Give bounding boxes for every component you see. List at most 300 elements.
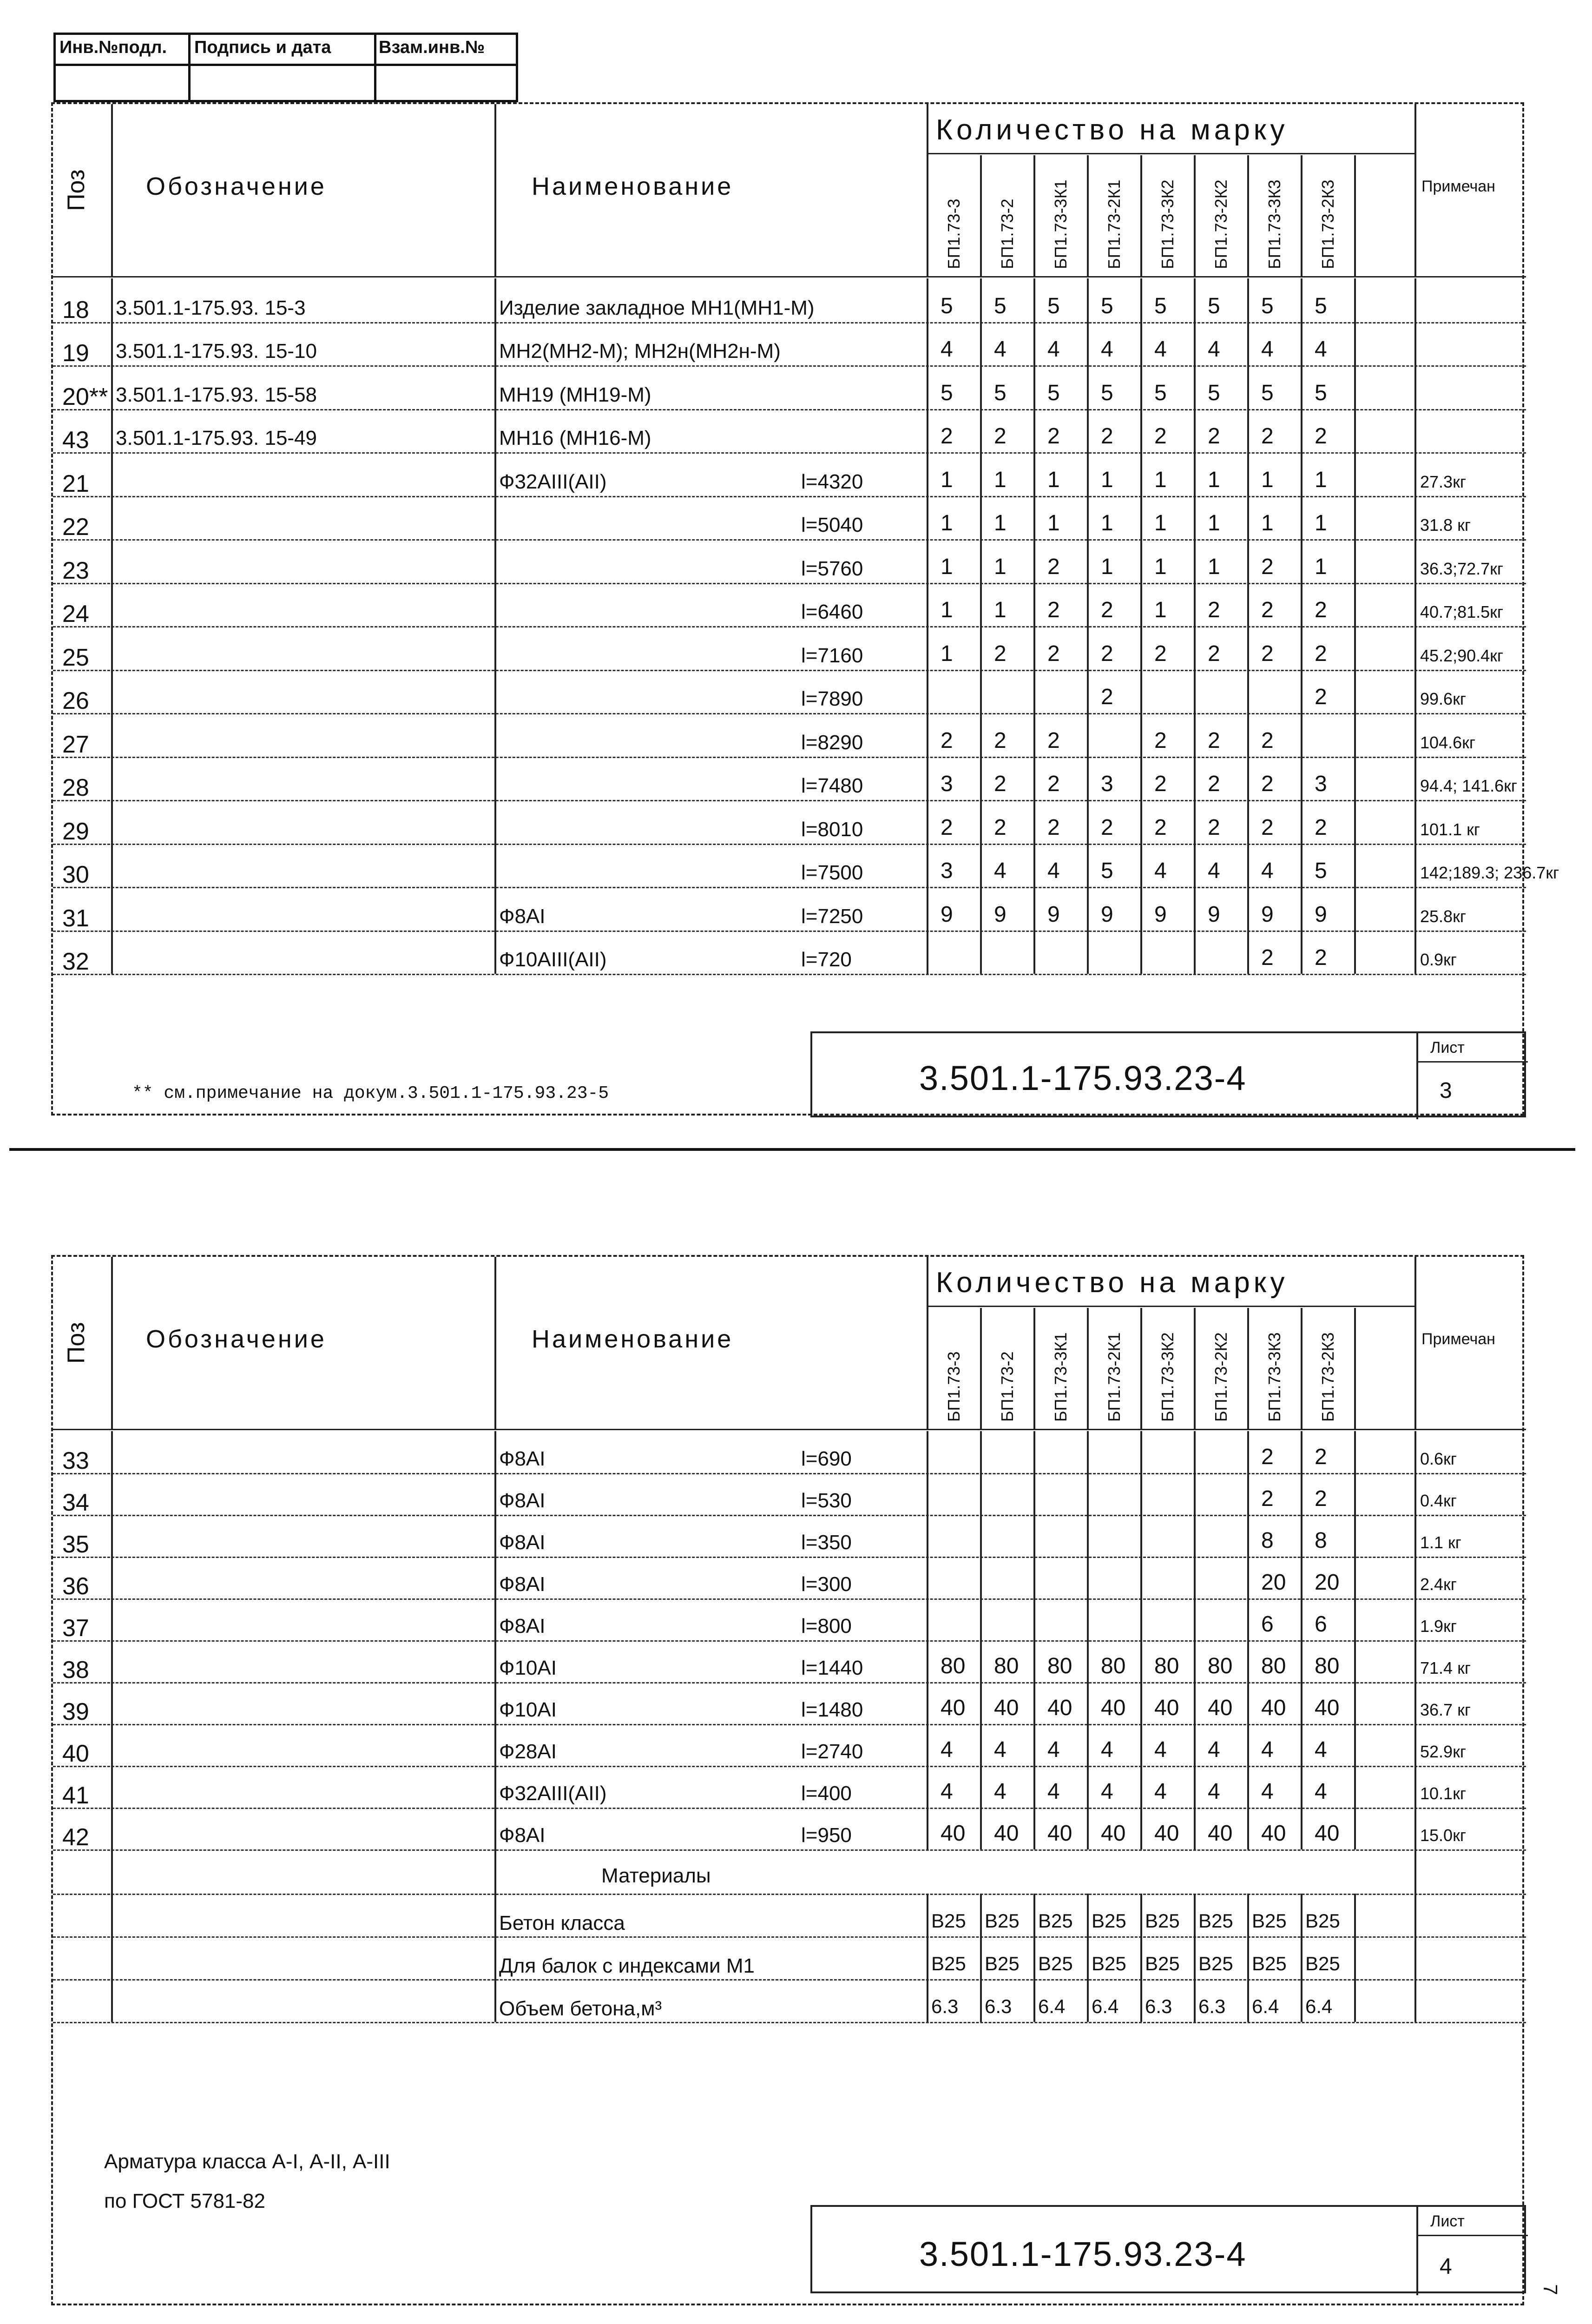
row-qty: 2 [1208, 641, 1220, 666]
row-qty: 2 [1101, 641, 1113, 666]
row-qty: 2 [1315, 1486, 1327, 1511]
row-qty: 2 [1261, 641, 1274, 666]
row-note: 0.9кг [1420, 950, 1457, 969]
row-qty: 3 [1315, 772, 1327, 796]
row-qty: 2 [1315, 598, 1327, 622]
armature-note-line1: Арматура класса А-I, А-II, А-III [104, 2150, 390, 2173]
row-poz: 36 [62, 1573, 89, 1600]
row-qty: 80 [1208, 1654, 1233, 1678]
header-mark-7: БП1.73-2К3 [1318, 179, 1337, 269]
row-qty: 4 [994, 337, 1007, 362]
row-name: Ф10АIII(АII) [499, 948, 607, 971]
row-qty: 80 [1047, 1654, 1072, 1678]
row-note: 101.1 кг [1420, 819, 1480, 839]
row-poz: 19 [62, 340, 89, 367]
row-qty: 4 [1047, 1779, 1060, 1804]
row-qty: 2 [1047, 598, 1060, 622]
row-qty: 2 [1154, 424, 1167, 449]
row-qty: 9 [941, 902, 953, 927]
header-name: Наименование [532, 172, 734, 200]
sheet-3 [51, 102, 1559, 1116]
row-qty: 2 [1208, 815, 1220, 840]
row-qty: 40 [1101, 1821, 1126, 1846]
row-designation: 3.501.1-175.93. 15-58 [116, 383, 317, 406]
row-qty: 4 [1261, 1779, 1274, 1804]
row-qty: 8 [1315, 1528, 1327, 1553]
row-qty: 1 [941, 554, 953, 579]
material-qty: B25 [1145, 1910, 1180, 1932]
row-qty: 2 [1047, 728, 1060, 753]
row-qty: 5 [1047, 380, 1060, 405]
row-length: l=530 [801, 1489, 852, 1512]
row-qty: 2 [994, 772, 1007, 796]
title-block [810, 1031, 1526, 1117]
sheet-number: 4 [1440, 2254, 1452, 2279]
row-designation: 3.501.1-175.93. 15-10 [116, 340, 317, 363]
material-qty: B25 [1038, 1953, 1073, 1974]
row-length: l=7500 [801, 861, 863, 884]
sheet-label: Лист [1430, 1039, 1465, 1056]
row-qty: 6 [1261, 1612, 1274, 1637]
footnote: ** см.примечание на докум.3.501.1-175.93.23-5 [132, 1083, 609, 1103]
row-qty: 40 [1154, 1696, 1179, 1720]
row-qty: 4 [941, 1737, 953, 1762]
row-qty: 2 [1315, 945, 1327, 970]
row-name: Ф10АI [499, 1698, 557, 1721]
row-name: МН16 (МН16-М) [499, 427, 651, 449]
material-qty: 6.3 [931, 1995, 959, 2017]
row-note: 0.4кг [1420, 1491, 1457, 1510]
row-qty: 2 [941, 815, 953, 840]
row-qty: 2 [1208, 424, 1220, 449]
material-qty: B25 [985, 1953, 1020, 1974]
header-note: Примечан [1421, 178, 1495, 195]
row-poz: 33 [62, 1447, 89, 1474]
row-qty: 4 [1208, 858, 1220, 883]
row-qty: 40 [1101, 1696, 1126, 1720]
row-qty: 40 [1315, 1696, 1340, 1720]
row-qty: 4 [941, 337, 953, 362]
row-qty: 2 [1047, 641, 1060, 666]
row-qty: 4 [1101, 337, 1113, 362]
row-qty: 4 [994, 1779, 1007, 1804]
row-note: 25.8кг [1420, 906, 1466, 926]
row-poz: 25 [62, 644, 89, 671]
row-qty: 1 [994, 598, 1007, 622]
row-qty: 40 [1047, 1696, 1072, 1720]
header-mark-4: БП1.73-3К2 [1158, 179, 1177, 269]
row-qty: 40 [1047, 1821, 1072, 1846]
row-qty: 80 [1101, 1654, 1126, 1678]
row-qty: 40 [941, 1821, 966, 1846]
row-qty: 2 [1047, 815, 1060, 840]
header-mark-0: БП1.73-3 [944, 1351, 963, 1422]
row-qty: 2 [1047, 772, 1060, 796]
row-poz: 26 [62, 687, 89, 714]
row-qty: 4 [1261, 858, 1274, 883]
row-qty: 5 [941, 380, 953, 405]
row-qty: 2 [1154, 815, 1167, 840]
stamp-inv-podl: Инв.№подл. [59, 38, 167, 57]
row-qty: 40 [994, 1696, 1019, 1720]
material-qty: 6.4 [1305, 1995, 1333, 2017]
material-qty: 6.3 [1145, 1995, 1172, 2017]
row-length: l=5760 [801, 557, 863, 580]
row-qty: 9 [1101, 902, 1113, 927]
row-qty: 5 [1315, 380, 1327, 405]
row-qty: 1 [941, 467, 953, 492]
row-qty: 9 [1208, 902, 1220, 927]
row-qty: 4 [1101, 1737, 1113, 1762]
header-mark-6: БП1.73-3К3 [1265, 179, 1284, 269]
row-note: 0.6кг [1420, 1449, 1457, 1468]
material-qty: B25 [1092, 1953, 1126, 1974]
document-number: 3.501.1-175.93.23-4 [919, 1059, 1247, 1097]
row-poz: 40 [62, 1740, 89, 1767]
header-mark-4: БП1.73-3К2 [1158, 1332, 1177, 1422]
header-mark-5: БП1.73-2К2 [1211, 1332, 1230, 1422]
row-qty: 40 [941, 1696, 966, 1720]
row-qty: 5 [1315, 293, 1327, 318]
row-qty: 2 [994, 641, 1007, 666]
row-qty: 1 [1315, 554, 1327, 579]
row-qty: 1 [1261, 511, 1274, 535]
material-qty: 6.4 [1252, 1995, 1279, 2017]
row-poz: 24 [62, 601, 89, 627]
row-note: 99.6кг [1420, 689, 1466, 708]
row-poz: 41 [62, 1782, 89, 1809]
row-qty: 1 [1208, 511, 1220, 535]
row-poz: 32 [62, 948, 89, 975]
material-qty: B25 [1038, 1910, 1073, 1932]
row-name: Ф10АI [499, 1657, 557, 1679]
header-poz: Поз [63, 169, 90, 211]
row-qty: 2 [1315, 685, 1327, 709]
row-name: Ф32АIII(АII) [499, 1782, 607, 1805]
row-qty: 80 [1154, 1654, 1179, 1678]
row-qty: 1 [1154, 554, 1167, 579]
header-mark-5: БП1.73-2К2 [1211, 179, 1230, 269]
sheet-separator [9, 1148, 1575, 1151]
row-length: l=400 [801, 1782, 852, 1805]
row-qty: 4 [994, 858, 1007, 883]
row-poz: 39 [62, 1698, 89, 1725]
row-qty: 1 [1208, 467, 1220, 492]
material-qty: B25 [1252, 1953, 1287, 1974]
row-qty: 4 [1208, 337, 1220, 362]
row-qty: 4 [1047, 858, 1060, 883]
row-qty: 5 [1101, 293, 1113, 318]
title-block [810, 2205, 1526, 2293]
row-poz: 34 [62, 1489, 89, 1516]
row-qty: 6 [1315, 1612, 1327, 1637]
row-note: 10.1кг [1420, 1784, 1466, 1803]
row-qty: 1 [1101, 554, 1113, 579]
row-name: Ф8АI [499, 1447, 546, 1470]
row-qty: 1 [1315, 511, 1327, 535]
edge-mark: 7 [1539, 2284, 1562, 2295]
row-qty: 1 [1315, 467, 1327, 492]
material-qty: B25 [1092, 1910, 1126, 1932]
row-qty: 2 [1154, 728, 1167, 753]
row-qty: 2 [994, 815, 1007, 840]
row-qty: 5 [994, 380, 1007, 405]
row-poz: 35 [62, 1531, 89, 1558]
row-length: l=690 [801, 1447, 852, 1470]
sheet-label: Лист [1430, 2212, 1465, 2230]
row-qty: 9 [994, 902, 1007, 927]
row-qty: 4 [1315, 337, 1327, 362]
row-poz: 42 [62, 1824, 89, 1851]
row-qty: 1 [1101, 511, 1113, 535]
row-qty: 2 [1047, 424, 1060, 449]
material-qty: B25 [1145, 1953, 1180, 1974]
row-qty: 2 [1101, 815, 1113, 840]
row-qty: 3 [941, 858, 953, 883]
row-note: 1.9кг [1420, 1617, 1457, 1636]
row-poz: 29 [62, 818, 89, 845]
row-qty: 2 [1261, 772, 1274, 796]
material-qty: 6.4 [1092, 1995, 1119, 2017]
row-qty: 5 [1208, 293, 1220, 318]
row-qty: 2 [1101, 424, 1113, 449]
header-mark-3: БП1.73-2К1 [1105, 179, 1124, 269]
row-length: l=300 [801, 1573, 852, 1596]
row-qty: 2 [1261, 1445, 1274, 1469]
row-qty: 3 [1101, 772, 1113, 796]
sheet-4 [51, 1255, 1524, 2305]
row-qty: 1 [941, 511, 953, 535]
row-note: 36.7 кг [1420, 1700, 1471, 1719]
row-qty: 8 [1261, 1528, 1274, 1553]
row-note: 36.3;72.7кг [1420, 559, 1504, 578]
row-qty: 4 [1154, 337, 1167, 362]
row-length: l=7480 [801, 774, 863, 797]
row-qty: 2 [1261, 1486, 1274, 1511]
row-qty: 1 [1047, 511, 1060, 535]
row-qty: 2 [1047, 554, 1060, 579]
row-qty: 1 [941, 598, 953, 622]
row-poz: 23 [62, 557, 89, 584]
row-qty: 2 [1315, 641, 1327, 666]
row-length: l=7890 [801, 687, 863, 710]
row-name: Ф8АI [499, 1573, 546, 1596]
row-qty: 2 [1315, 424, 1327, 449]
row-poz: 20** [62, 383, 108, 410]
row-qty: 4 [1154, 858, 1167, 883]
row-qty: 20 [1315, 1570, 1340, 1595]
row-qty: 2 [1208, 598, 1220, 622]
row-designation: 3.501.1-175.93. 15-49 [116, 427, 317, 449]
row-qty: 2 [1154, 641, 1167, 666]
row-qty: 4 [1315, 1779, 1327, 1804]
row-qty: 5 [994, 293, 1007, 318]
row-qty: 2 [1315, 1445, 1327, 1469]
material-qty: 6.3 [985, 1995, 1012, 2017]
material-qty: B25 [1305, 1953, 1340, 1974]
row-qty: 1 [1154, 467, 1167, 492]
row-qty: 1 [994, 511, 1007, 535]
row-note: 31.8 кг [1420, 515, 1471, 535]
material-qty: B25 [1198, 1910, 1233, 1932]
row-poz: 28 [62, 774, 89, 801]
row-note: 2.4кг [1420, 1575, 1457, 1594]
row-note: 27.3кг [1420, 472, 1466, 491]
row-qty: 20 [1261, 1570, 1286, 1595]
row-note: 40.7;81.5кг [1420, 602, 1504, 621]
row-qty: 4 [1101, 1779, 1113, 1804]
row-qty: 1 [1047, 467, 1060, 492]
row-qty: 40 [1315, 1821, 1340, 1846]
row-qty: 9 [1154, 902, 1167, 927]
row-qty: 2 [1261, 728, 1274, 753]
row-qty: 3 [941, 772, 953, 796]
header-mark-3: БП1.73-2К1 [1105, 1332, 1124, 1422]
row-qty: 2 [1315, 815, 1327, 840]
row-qty: 2 [1101, 685, 1113, 709]
row-qty: 40 [1154, 1821, 1179, 1846]
row-note: 142;189.3; 236.7кг [1420, 863, 1559, 882]
row-note: 104.6кг [1420, 733, 1475, 752]
row-qty: 5 [1208, 380, 1220, 405]
row-qty: 4 [1154, 1779, 1167, 1804]
row-qty: 80 [941, 1654, 966, 1678]
row-qty: 40 [1261, 1821, 1286, 1846]
row-qty: 4 [941, 1779, 953, 1804]
row-poz: 37 [62, 1615, 89, 1642]
row-length: l=4320 [801, 470, 863, 493]
header-mark-1: БП1.73-2 [998, 1351, 1017, 1422]
header-mark-6: БП1.73-3К3 [1265, 1332, 1284, 1422]
row-qty: 5 [941, 293, 953, 318]
row-poz: 22 [62, 514, 89, 541]
row-qty: 80 [1315, 1654, 1340, 1678]
row-length: l=720 [801, 948, 852, 971]
row-name: Изделие закладное МН1(МН1-М) [499, 296, 815, 319]
row-name: МН2(МН2-М); МН2н(МН2н-М) [499, 340, 781, 363]
row-qty: 4 [1261, 1737, 1274, 1762]
row-poz: 38 [62, 1657, 89, 1684]
row-qty: 2 [1208, 728, 1220, 753]
row-length: l=6460 [801, 601, 863, 623]
header-quantity: Количество на марку [936, 114, 1289, 146]
row-qty: 2 [1208, 772, 1220, 796]
material-qty: 6.4 [1038, 1995, 1066, 2017]
material-name: Объем бетона,м³ [499, 1997, 662, 2020]
row-length: l=8290 [801, 731, 863, 754]
row-qty: 5 [1154, 380, 1167, 405]
material-qty: B25 [931, 1953, 966, 1974]
header-designation: Обозначение [146, 1325, 327, 1353]
header-mark-2: БП1.73-3К1 [1051, 1332, 1070, 1422]
row-note: 94.4; 141.6кг [1420, 776, 1518, 795]
row-qty: 40 [1208, 1821, 1233, 1846]
row-name: Ф32АIII(АII) [499, 470, 607, 493]
row-qty: 9 [1315, 902, 1327, 927]
row-length: l=7160 [801, 644, 863, 667]
row-poz: 18 [62, 296, 89, 324]
row-qty: 9 [1261, 902, 1274, 927]
row-qty: 80 [1261, 1654, 1286, 1678]
row-qty: 2 [1261, 815, 1274, 840]
approval-stamp-table [53, 33, 518, 102]
row-qty: 4 [1154, 1737, 1167, 1762]
row-qty: 1 [1261, 467, 1274, 492]
material-qty: B25 [1252, 1910, 1287, 1932]
material-qty: B25 [985, 1910, 1020, 1932]
row-poz: 21 [62, 470, 89, 497]
row-length: l=950 [801, 1824, 852, 1847]
material-qty: 6.3 [1198, 1995, 1226, 2017]
row-poz: 31 [62, 905, 89, 932]
row-qty: 4 [994, 1737, 1007, 1762]
sheet-number: 3 [1440, 1078, 1452, 1103]
row-qty: 40 [994, 1821, 1019, 1846]
material-qty: B25 [1305, 1910, 1340, 1932]
row-qty: 1 [941, 641, 953, 666]
row-name: Ф8АI [499, 1615, 546, 1637]
row-qty: 4 [1208, 1737, 1220, 1762]
row-length: l=1440 [801, 1657, 863, 1679]
row-poz: 27 [62, 731, 89, 758]
header-mark-2: БП1.73-3К1 [1051, 179, 1070, 269]
row-qty: 5 [1047, 293, 1060, 318]
row-length: l=7250 [801, 905, 863, 928]
stamp-vzam-inv: Взам.инв.№ [379, 38, 485, 57]
row-qty: 1 [994, 554, 1007, 579]
row-qty: 40 [1208, 1696, 1233, 1720]
document-number: 3.501.1-175.93.23-4 [919, 2235, 1247, 2273]
row-qty: 2 [994, 424, 1007, 449]
row-qty: 5 [1261, 380, 1274, 405]
row-name: Ф8АI [499, 905, 546, 928]
row-qty: 5 [1154, 293, 1167, 318]
row-qty: 9 [1047, 902, 1060, 927]
row-length: l=8010 [801, 818, 863, 841]
row-note: 1.1 кг [1420, 1533, 1461, 1552]
row-qty: 2 [941, 728, 953, 753]
armature-note-line2: по ГОСТ 5781-82 [104, 2190, 265, 2212]
row-qty: 5 [1315, 858, 1327, 883]
row-note: 15.0кг [1420, 1826, 1466, 1845]
header-poz: Поз [63, 1322, 90, 1364]
row-designation: 3.501.1-175.93. 15-3 [116, 296, 306, 319]
material-name: Для балок с индексами М1 [499, 1954, 755, 1977]
header-name: Наименование [532, 1325, 734, 1353]
header-note: Примечан [1421, 1330, 1495, 1348]
header-mark-1: БП1.73-2 [998, 198, 1017, 269]
material-name: Бетон класса [499, 1912, 625, 1934]
row-name: МН19 (МН19-М) [499, 383, 651, 406]
row-qty: 2 [1261, 554, 1274, 579]
header-mark-0: БП1.73-3 [944, 198, 963, 269]
row-qty: 2 [1101, 598, 1113, 622]
row-note: 52.9кг [1420, 1742, 1466, 1761]
row-qty: 2 [1154, 772, 1167, 796]
row-qty: 1 [1208, 554, 1220, 579]
row-qty: 4 [1315, 1737, 1327, 1762]
materials-title: Материалы [601, 1864, 711, 1887]
row-qty: 4 [1261, 337, 1274, 362]
material-qty: B25 [931, 1910, 966, 1932]
row-qty: 2 [994, 728, 1007, 753]
row-name: Ф28АI [499, 1740, 557, 1763]
header-quantity: Количество на марку [936, 1267, 1289, 1299]
row-length: l=5040 [801, 514, 863, 536]
row-qty: 4 [1208, 1779, 1220, 1804]
row-qty: 1 [1154, 511, 1167, 535]
row-qty: 4 [1047, 1737, 1060, 1762]
